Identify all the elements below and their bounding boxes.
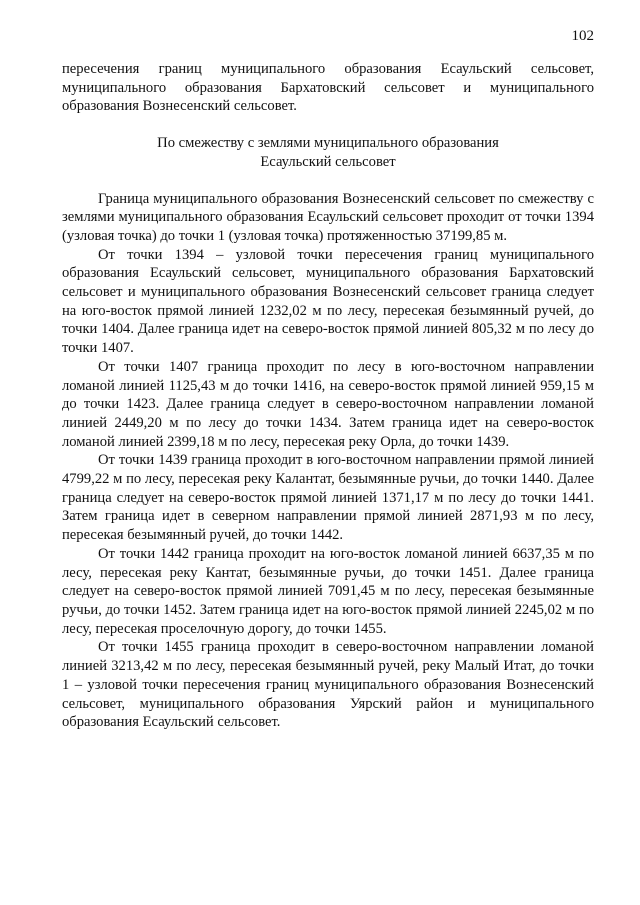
paragraph-4: От точки 1439 граница проходит в юго-восточном направлении прямой линией 4799,22 м по лесу, пересекая реку Калантат, безымянные ручьи, до точки 1440. Далее граница следует на северо-восток прямой линией 1371,17 м по лесу до точки 1441. Затем граница идет в северном направлении прямой линией 2871,93 м по лесу, пересекая безымянный ручей, до точки 1442.	[62, 452, 594, 544]
paragraph-6: От точки 1455 граница проходит в северо-восточном направлении ломаной линией 3213,42 м по лесу, пересекая безымянный ручей, реку Малый Итат, до точки 1 – узловой точки пересечения границ муниципального образования Вознесенский сельсовет, муниципального образования Уярский район и муниципального образования Есаульский сельсовет.	[62, 639, 594, 731]
intro-paragraph: пересечения границ муниципального образования Есаульский сельсовет, муниципального образования Бархатовский сельсовет и муниципального образования Вознесенский сельсовет.	[62, 61, 594, 115]
section-heading-line-2: Есаульский сельсовет	[260, 153, 396, 170]
paragraph-2: От точки 1394 – узловой точки пересечения границ муниципального образования Есаульский сельсовет, муниципального образования Бархатовский сельсовет и муниципального образования Вознесенский сельсовет граница следует на юго-восток прямой линией 1232,02 м по лесу, пересекая безымянный ручей, до точки 1404. Далее граница идет на северо-восток прямой линией 805,32 м по лесу до точки 1407.	[62, 246, 594, 357]
paragraph-5: От точки 1442 граница проходит на юго-восток ломаной линией 6637,35 м по лесу, пересекая реку Кантат, безымянные ручьи, до точки 1451. Далее граница следует на северо-восток прямой линией 7091,45 м по лесу, пересекая безымянные ручьи, до точки 1452. Затем граница идет на юго-восток прямой линией 2245,02 м по лесу, пересекая проселочную дорогу, до точки 1455.	[62, 545, 594, 637]
document-body	[62, 60, 594, 732]
paragraph-3: От точки 1407 граница проходит по лесу в юго-восточном направлении ломаной линией 1125,43 м до точки 1416, на северо-восток прямой линией 959,15 м до точки 1423. Далее граница следует в северо-восточном направлении ломаной линией 2449,20 м по лесу до точки 1434. Затем граница идет на северо-восток ломаной линией 2399,18 м по лесу, пересекая реку Орла, до точки 1439.	[62, 358, 594, 450]
page-number: 102	[571, 28, 594, 44]
paragraph-1: Граница муниципального образования Вознесенский сельсовет по смежеству с землями муниципального образования Есаульский сельсовет проходит от точки 1394 (узловая точка) до точки 1 (узловая точка) протяженностью 37199,85 м.	[62, 190, 594, 244]
section-heading	[62, 134, 594, 171]
section-heading-line-1: По смежеству с землями муниципального образования	[157, 135, 499, 152]
